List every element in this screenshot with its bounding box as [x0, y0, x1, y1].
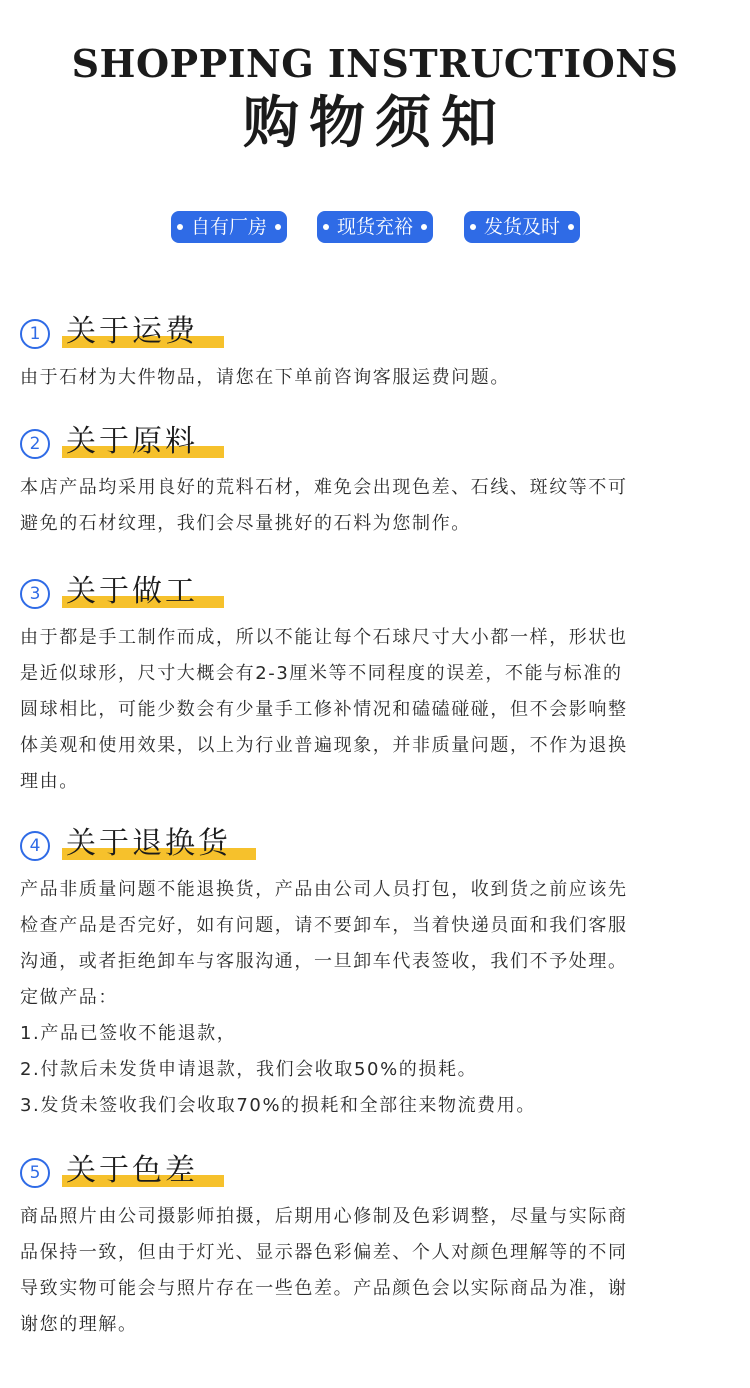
tag-own-factory: 自有厂房 — [171, 211, 287, 243]
title-chinese: 购物须知 — [243, 91, 507, 156]
section-body — [20, 620, 720, 800]
body-line: 由于石材为大件物品，请您在下单前咨询客服运费问题。 — [20, 367, 510, 388]
body-line: 圆球相比，可能少数会有少量手工修补情况和磕磕碰碰，但不会影响整 — [20, 699, 628, 720]
body-line: 2.付款后未发货申请退款，我们会收取50%的损耗。 — [20, 1059, 478, 1080]
body-line: 本店产品均采用良好的荒料石材，难免会出现色差、石线、斑纹等不可 — [20, 477, 628, 498]
tag-ample-stock: 现货充裕 — [317, 211, 433, 243]
section-number-badge: 3 — [20, 579, 50, 609]
section-body — [20, 1199, 720, 1343]
body-line: 商品照片由公司摄影师拍摄，后期用心修制及色彩调整，尽量与实际商 — [20, 1206, 628, 1227]
section-number-badge: 5 — [20, 1158, 50, 1188]
body-line: 定做产品： — [20, 987, 118, 1008]
section-body — [20, 872, 720, 1124]
section-number-badge: 2 — [20, 429, 50, 459]
body-line: 3.发货未签收我们会收取70%的损耗和全部往来物流费用。 — [20, 1095, 536, 1116]
section-body — [20, 360, 720, 396]
body-line: 导致实物可能会与照片存在一些色差。产品颜色会以实际商品为准，谢 — [20, 1278, 628, 1299]
tag-timely-shipping: 发货及时 — [464, 211, 580, 243]
body-line: 体美观和使用效果，以上为行业普遍现象，并非质量问题，不作为退换 — [20, 735, 628, 756]
section-body — [20, 470, 720, 542]
body-line: 产品非质量问题不能退换货，产品由公司人员打包，收到货之前应该先 — [20, 879, 628, 900]
body-line: 避免的石材纹理，我们会尽量挑好的石料为您制作。 — [20, 513, 471, 534]
body-line: 由于都是手工制作而成，所以不能让每个石球尺寸大小都一样，形状也 — [20, 627, 628, 648]
section-title: 关于色差 — [66, 1153, 198, 1188]
body-line: 谢您的理解。 — [20, 1314, 138, 1335]
section-title: 关于做工 — [66, 574, 198, 609]
body-line: 是近似球形，尺寸大概会有2-3厘米等不同程度的误差，不能与标准的 — [20, 663, 623, 684]
body-line: 理由。 — [20, 771, 79, 792]
body-line: 品保持一致，但由于灯光、显示器色彩偏差、个人对颜色理解等的不同 — [20, 1242, 628, 1263]
section-title: 关于运费 — [66, 314, 198, 349]
title-english: SHOPPING INSTRUCTIONS — [71, 41, 679, 86]
feature-tags — [0, 211, 750, 245]
section-number-badge: 1 — [20, 319, 50, 349]
body-line: 1.产品已签收不能退款， — [20, 1023, 237, 1044]
section-title: 关于原料 — [66, 424, 198, 459]
body-line: 检查产品是否完好，如有问题，请不要卸车，当着快递员面和我们客服 — [20, 915, 628, 936]
section-number-badge: 4 — [20, 831, 50, 861]
body-line: 沟通，或者拒绝卸车与客服沟通，一旦卸车代表签收，我们不予处理。 — [20, 951, 628, 972]
section-title: 关于退换货 — [66, 826, 231, 861]
